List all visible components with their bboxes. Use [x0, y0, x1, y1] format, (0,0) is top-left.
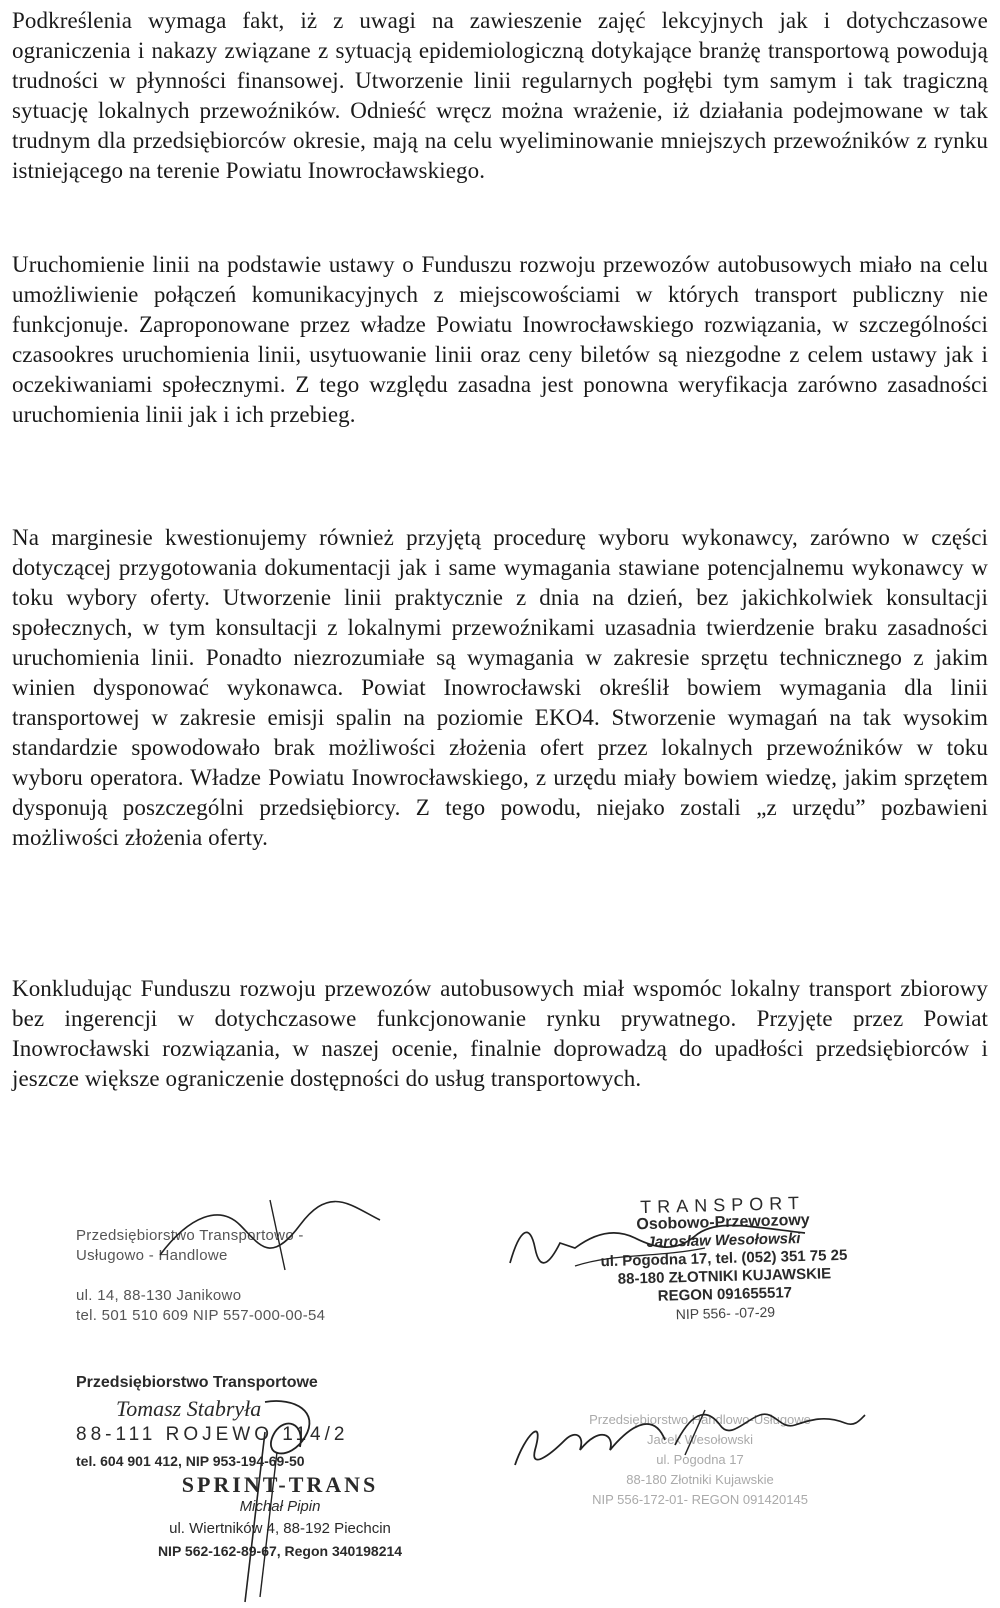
stamp-address: 88-111 ROJEWO 114/2 [76, 1424, 349, 1445]
stamp-brand: SPRINT-TRANS [181, 1472, 379, 1497]
stamp-regon: REGON 091655517 [657, 1284, 793, 1305]
stamp-header: TRANSPORT [640, 1192, 806, 1218]
signature-2 [205, 1392, 335, 1607]
stamp-line: Przedsiębiorstwo Transportowo - [76, 1227, 304, 1244]
paragraph-2: Uruchomienie linii na podstawie ustawy o Funduszu rozwoju przewozów autobusowych miało na celu umożliwienie połączeń komunikacyjnych z miejscowościami w których transport publiczny nie funkcjonuje. Zaproponowane przez władze Powiatu Inowrocławskiego rozwiązania, w szczególności czasookres uruchomienia linii, usytuowanie linii oraz ceny biletów są niezgodne z celem ustawy jak i oczekiwaniami społecznymi. Z tego względu zasadna jest ponowna weryfikacja zarówno zasadności uruchomienia linii jak i ich przebieg. [12, 252, 988, 427]
stamp-line: Jacek Wesołowski [647, 1432, 753, 1447]
stamp-line: ul. 14, 88-130 Janikowo [76, 1287, 242, 1304]
stamp-address: ul. Pogodna 17, tel. (052) 351 75 25 [600, 1246, 848, 1271]
stamp-registration: NIP 562-162-89-67, Regon 340198214 [157, 1543, 403, 1559]
stamp-line: Usługowo - Handlowe [76, 1247, 228, 1264]
signature-4 [505, 1395, 875, 1485]
stamp-line: Przedsiębiorstwo Handlowo-Usługowe [589, 1412, 811, 1427]
stamp-registration: tel. 604 901 412, NIP 953-194-69-50 [76, 1453, 305, 1469]
stamp-line: tel. 501 510 609 NIP 557-000-00-54 [76, 1307, 326, 1324]
stamp-address: ul. Wiertników 4, 88-192 Piechcin [169, 1520, 391, 1537]
stamp-owner-name: Tomasz Stabryła [116, 1396, 262, 1421]
stamp-company-type: Osobowo-Przewozowy [636, 1211, 810, 1234]
stamp-owner-name: Michał Pipin [239, 1498, 321, 1515]
stamp-company-name: Przedsiębiorstwo Transportowe [76, 1374, 318, 1391]
signature-1 [150, 1195, 390, 1275]
signature-3 [505, 1218, 825, 1273]
stamp-city: 88-180 ZŁOTNIKI KUJAWSKIE [617, 1265, 832, 1288]
stamp-owner-name: Jarosław Wesołowski [646, 1229, 801, 1252]
stamp-line: 88-180 Złotniki Kujawskie [626, 1472, 774, 1487]
stamp-line: NIP 556-172-01- REGON 091420145 [592, 1492, 808, 1507]
stamp-nip: NIP 556- -07-29 [675, 1303, 776, 1323]
paragraph-1: Podkreślenia wymaga fakt, iż z uwagi na zawieszenie zajęć lekcyjnych jak i dotychczasowe ograniczenia i nakazy związane z sytuacją epidemiologiczną dotykające branżę transportową powodują trudności w płynności finansowej. Utworzenie linii regularnych pogłębi tym samym i tak tragiczną sytuację lokalnych przewoźników. Odnieść wręcz można wrażenie, iż działania podejmowane w tak trudnym dla przedsiębiorców okresie, mają na celu wyeliminowanie mniejszych przewoźników z rynku istniejącego na terenie Powiatu Inowrocławskiego. [12, 8, 988, 183]
paragraph-4: Konkludując Funduszu rozwoju przewozów autobusowych miał wspomóc lokalny transport zbiorowy bez ingerencji w dotychczasowe funkcjonowanie rynku prywatnego. Przyjęte przez Powiat Inowrocławski rozwiązania, w naszej ocenie, finalnie doprowadzą do upadłości przedsiębiorców i jeszcze większe ograniczenie dostępności do usług transportowych. [12, 976, 988, 1091]
paragraph-3: Na marginesie kwestionujemy również przyjętą procedurę wyboru wykonawcy, zarówno w części dotyczącej przygotowania dokumentacji jak i same wymagania stawiane potencjalnemu wykonawcy w toku wybory oferty. Utworzenie linii praktycznie z dnia na dzień, bez jakichkolwiek konsultacji społecznych, w tym konsultacji z lokalnymi przewoźnikami uzasadnia twierdzenie braku zasadności uruchomienia linii. Ponadto niezrozumiałe są wymagania w zakresie sprzętu technicznego z jakim winien dysponować wykonawca. Powiat Inowrocławski określił bowiem wymagania dla linii transportowej w zakresie emisji spalin na poziomie EKO4. Stworzenie wymagań na tak wysokim standardzie spowodowało brak możliwości złożenia ofert przez lokalnych przewoźników w toku wyboru operatora. Władze Powiatu Inowrocławskiego, z urzędu miały bowiem wiedzę, jakim sprzętem dysponują poszczególni przedsiębiorcy. Z tego powodu, niejako zostali „z urzędu” pozbawieni możliwości złożenia oferty. [12, 525, 988, 850]
stamp-line: ul. Pogodna 17 [656, 1452, 744, 1467]
